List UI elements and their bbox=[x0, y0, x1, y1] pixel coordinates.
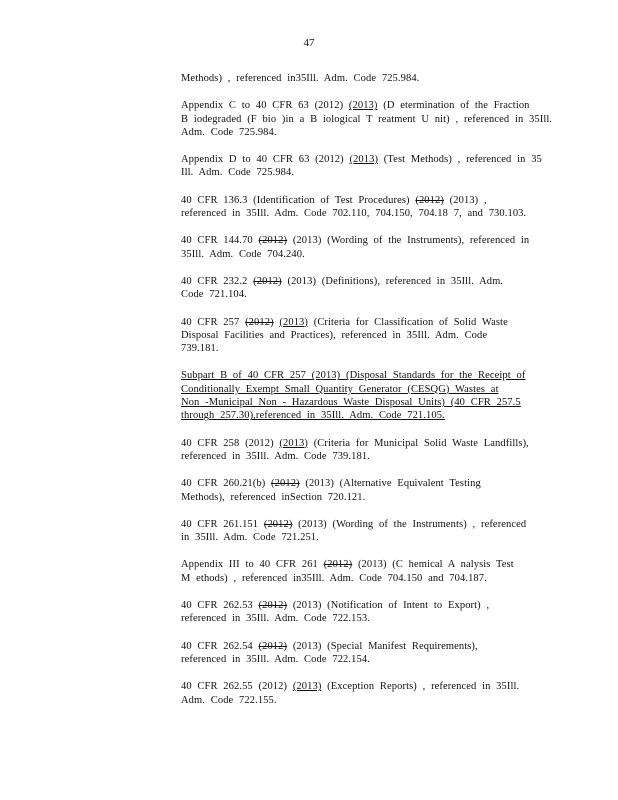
entry-line bbox=[181, 409, 541, 422]
entry-text: (Test Methods) , referenced in 35 bbox=[378, 154, 542, 166]
entry-line bbox=[181, 518, 541, 531]
entry-text: referenced in 35Ill. Adm. Code 702.110, 704.150, 704.18 7, and 730.103. bbox=[181, 208, 527, 220]
entry-line bbox=[181, 383, 541, 396]
entry-text: Appendix C to 40 CFR 63 (2012) bbox=[181, 100, 349, 112]
entry-line bbox=[181, 558, 541, 571]
entry-line bbox=[181, 248, 541, 261]
entry-text: (Criteria for Classification of Solid Waste bbox=[308, 316, 508, 328]
entry-line bbox=[181, 653, 541, 666]
reference-entry bbox=[181, 599, 541, 626]
entry-text: Conditionally Exempt Small Quantity Generator (CESQG) Wastes at bbox=[181, 383, 499, 395]
struck-text: (2012) bbox=[258, 600, 288, 612]
entry-text: referenced in 35Ill. Adm. Code 739.181. bbox=[181, 450, 370, 462]
entry-text: (2013) (Notification of Intent to Export) , bbox=[287, 600, 490, 612]
entry-text: 40 CFR 262.55 (2012) bbox=[181, 681, 293, 693]
entry-text: 739.181. bbox=[181, 343, 219, 355]
entry-text: (2013) (Special Manifest Requirements), bbox=[287, 640, 478, 652]
entry-line bbox=[181, 491, 541, 504]
entry-line bbox=[181, 437, 541, 450]
entry-text: (2013) (Alternative Equivalent Testing bbox=[299, 478, 481, 490]
entry-line bbox=[181, 450, 541, 463]
entry-line bbox=[181, 194, 541, 207]
reference-entry bbox=[181, 477, 541, 504]
entry-text: (2013) (Wording of the Instruments), referenced in bbox=[287, 235, 530, 247]
entry-text: Disposal Facilities and Practices), referenced in 35Ill. Adm. Code bbox=[181, 329, 488, 341]
entry-text: (D etermination of the Fraction bbox=[377, 100, 530, 112]
entry-line bbox=[181, 369, 541, 382]
entry-line bbox=[181, 599, 541, 612]
entry-line bbox=[181, 126, 541, 139]
entry-line bbox=[181, 234, 541, 247]
entry-text: referenced in 35Ill. Adm. Code 722.154. bbox=[181, 653, 370, 665]
entry-text: Subpart B of 40 CFR 257 (2013) (Disposal Standards for the Receipt of bbox=[181, 370, 526, 382]
entry-line bbox=[181, 166, 541, 179]
inserted-text: (2013) bbox=[292, 681, 322, 693]
reference-entry bbox=[181, 558, 541, 585]
entry-line bbox=[181, 694, 541, 707]
entry-line bbox=[181, 207, 541, 220]
entry-text: Appendix D to 40 CFR 63 (2012) bbox=[181, 154, 350, 166]
entry-text: (2013) (C hemical A nalysis Test bbox=[352, 559, 514, 571]
entry-text: 40 CFR 258 (2012) bbox=[181, 437, 280, 449]
entry-text: 40 CFR 260.21(b) bbox=[181, 478, 272, 490]
entry-text: through 257.30),referenced in 35Ill. Adm. Code 721.105. bbox=[181, 410, 445, 422]
struck-text: (2012) bbox=[271, 478, 300, 490]
entry-line bbox=[181, 477, 541, 490]
entry-text: 35Ill. Adm. Code 704.240. bbox=[181, 248, 305, 260]
entry-text: Ill. Adm. Code 725.984. bbox=[181, 167, 295, 179]
inserted-text: (2013) bbox=[348, 100, 378, 112]
entry-text: in 35Ill. Adm. Code 721.251. bbox=[181, 532, 319, 544]
entry-text: (Criteria for Municipal Solid Waste Landfills), bbox=[307, 437, 529, 449]
entry-text: Methods), referenced inSection 720.121. bbox=[181, 491, 366, 503]
entry-text: M ethods) , referenced in35Ill. Adm. Code 704.150 and 704.187. bbox=[181, 572, 487, 584]
reference-entry bbox=[181, 275, 541, 302]
reference-list bbox=[181, 72, 553, 721]
reference-entry bbox=[181, 99, 553, 139]
entry-line bbox=[181, 680, 541, 693]
entry-line bbox=[181, 572, 541, 585]
entry-line bbox=[181, 72, 541, 85]
entry-text: 40 CFR 257 bbox=[181, 316, 246, 328]
entry-text: Appendix III to 40 CFR 261 bbox=[181, 559, 324, 571]
entry-line bbox=[181, 329, 541, 342]
inserted-text: (2013) bbox=[349, 154, 379, 166]
reference-entry bbox=[181, 680, 541, 707]
reference-entry bbox=[181, 369, 541, 422]
inserted-text: (2013) bbox=[279, 316, 308, 328]
entry-line bbox=[181, 99, 541, 112]
entry-line bbox=[181, 640, 541, 653]
struck-text: (2012) bbox=[415, 194, 444, 206]
entry-line bbox=[181, 396, 541, 409]
inserted-text: (2013) bbox=[279, 437, 308, 449]
entry-text: Adm. Code 722.155. bbox=[181, 694, 277, 706]
entry-text: Methods) , referenced in35Ill. Adm. Code 725.984. bbox=[181, 73, 420, 84]
entry-text: 40 CFR 144.70 bbox=[181, 235, 259, 247]
struck-text: (2012) bbox=[258, 640, 288, 652]
reference-entry bbox=[181, 194, 541, 221]
entry-line bbox=[181, 342, 541, 355]
entry-line bbox=[181, 153, 541, 166]
reference-entry bbox=[181, 437, 541, 464]
reference-entry bbox=[181, 316, 541, 356]
reference-entry bbox=[181, 518, 541, 545]
reference-entry bbox=[181, 153, 541, 180]
entry-text: referenced in 35Ill. Adm. Code 722.153. bbox=[181, 613, 370, 625]
entry-text: 40 CFR 232.2 bbox=[181, 275, 254, 287]
struck-text: (2012) bbox=[253, 275, 282, 287]
struck-text: (2012) bbox=[258, 235, 288, 247]
entry-line bbox=[181, 612, 541, 625]
reference-entry bbox=[181, 72, 541, 85]
entry-text: 40 CFR 261.151 bbox=[181, 518, 264, 530]
page-number: 47 bbox=[303, 37, 315, 49]
reference-entry bbox=[181, 234, 541, 261]
entry-text: 40 CFR 262.53 bbox=[181, 600, 259, 612]
entry-line bbox=[181, 288, 541, 301]
entry-text: (2013) , bbox=[443, 194, 487, 206]
entry-text: B iodegraded (F bio )in a B iological T reatment U nit) , referenced in 35Ill. bbox=[181, 113, 553, 125]
entry-text: Adm. Code 725.984. bbox=[181, 126, 277, 138]
entry-text: Code 721.104. bbox=[181, 289, 247, 301]
entry-text: 40 CFR 262.54 bbox=[181, 640, 259, 652]
entry-line bbox=[181, 316, 541, 329]
struck-text: (2012) bbox=[245, 316, 274, 328]
entry-text: (2013) (Definitions), referenced in 35Ill. Adm. bbox=[281, 275, 504, 287]
entry-line bbox=[181, 275, 541, 288]
entry-text: 40 CFR 136.3 (Identification of Test Procedures) bbox=[181, 194, 416, 206]
entry-line bbox=[181, 113, 553, 126]
entry-line bbox=[181, 531, 541, 544]
struck-text: (2012) bbox=[323, 559, 353, 571]
reference-entry bbox=[181, 640, 541, 667]
struck-text: (2012) bbox=[263, 518, 293, 530]
entry-text: (Exception Reports) , referenced in 35Ill. bbox=[321, 681, 520, 693]
entry-text: Non -Municipal Non - Hazardous Waste Disposal Units) (40 CFR 257.5 bbox=[181, 397, 521, 409]
entry-text: (2013) (Wording of the Instruments) , referenced bbox=[292, 518, 527, 530]
